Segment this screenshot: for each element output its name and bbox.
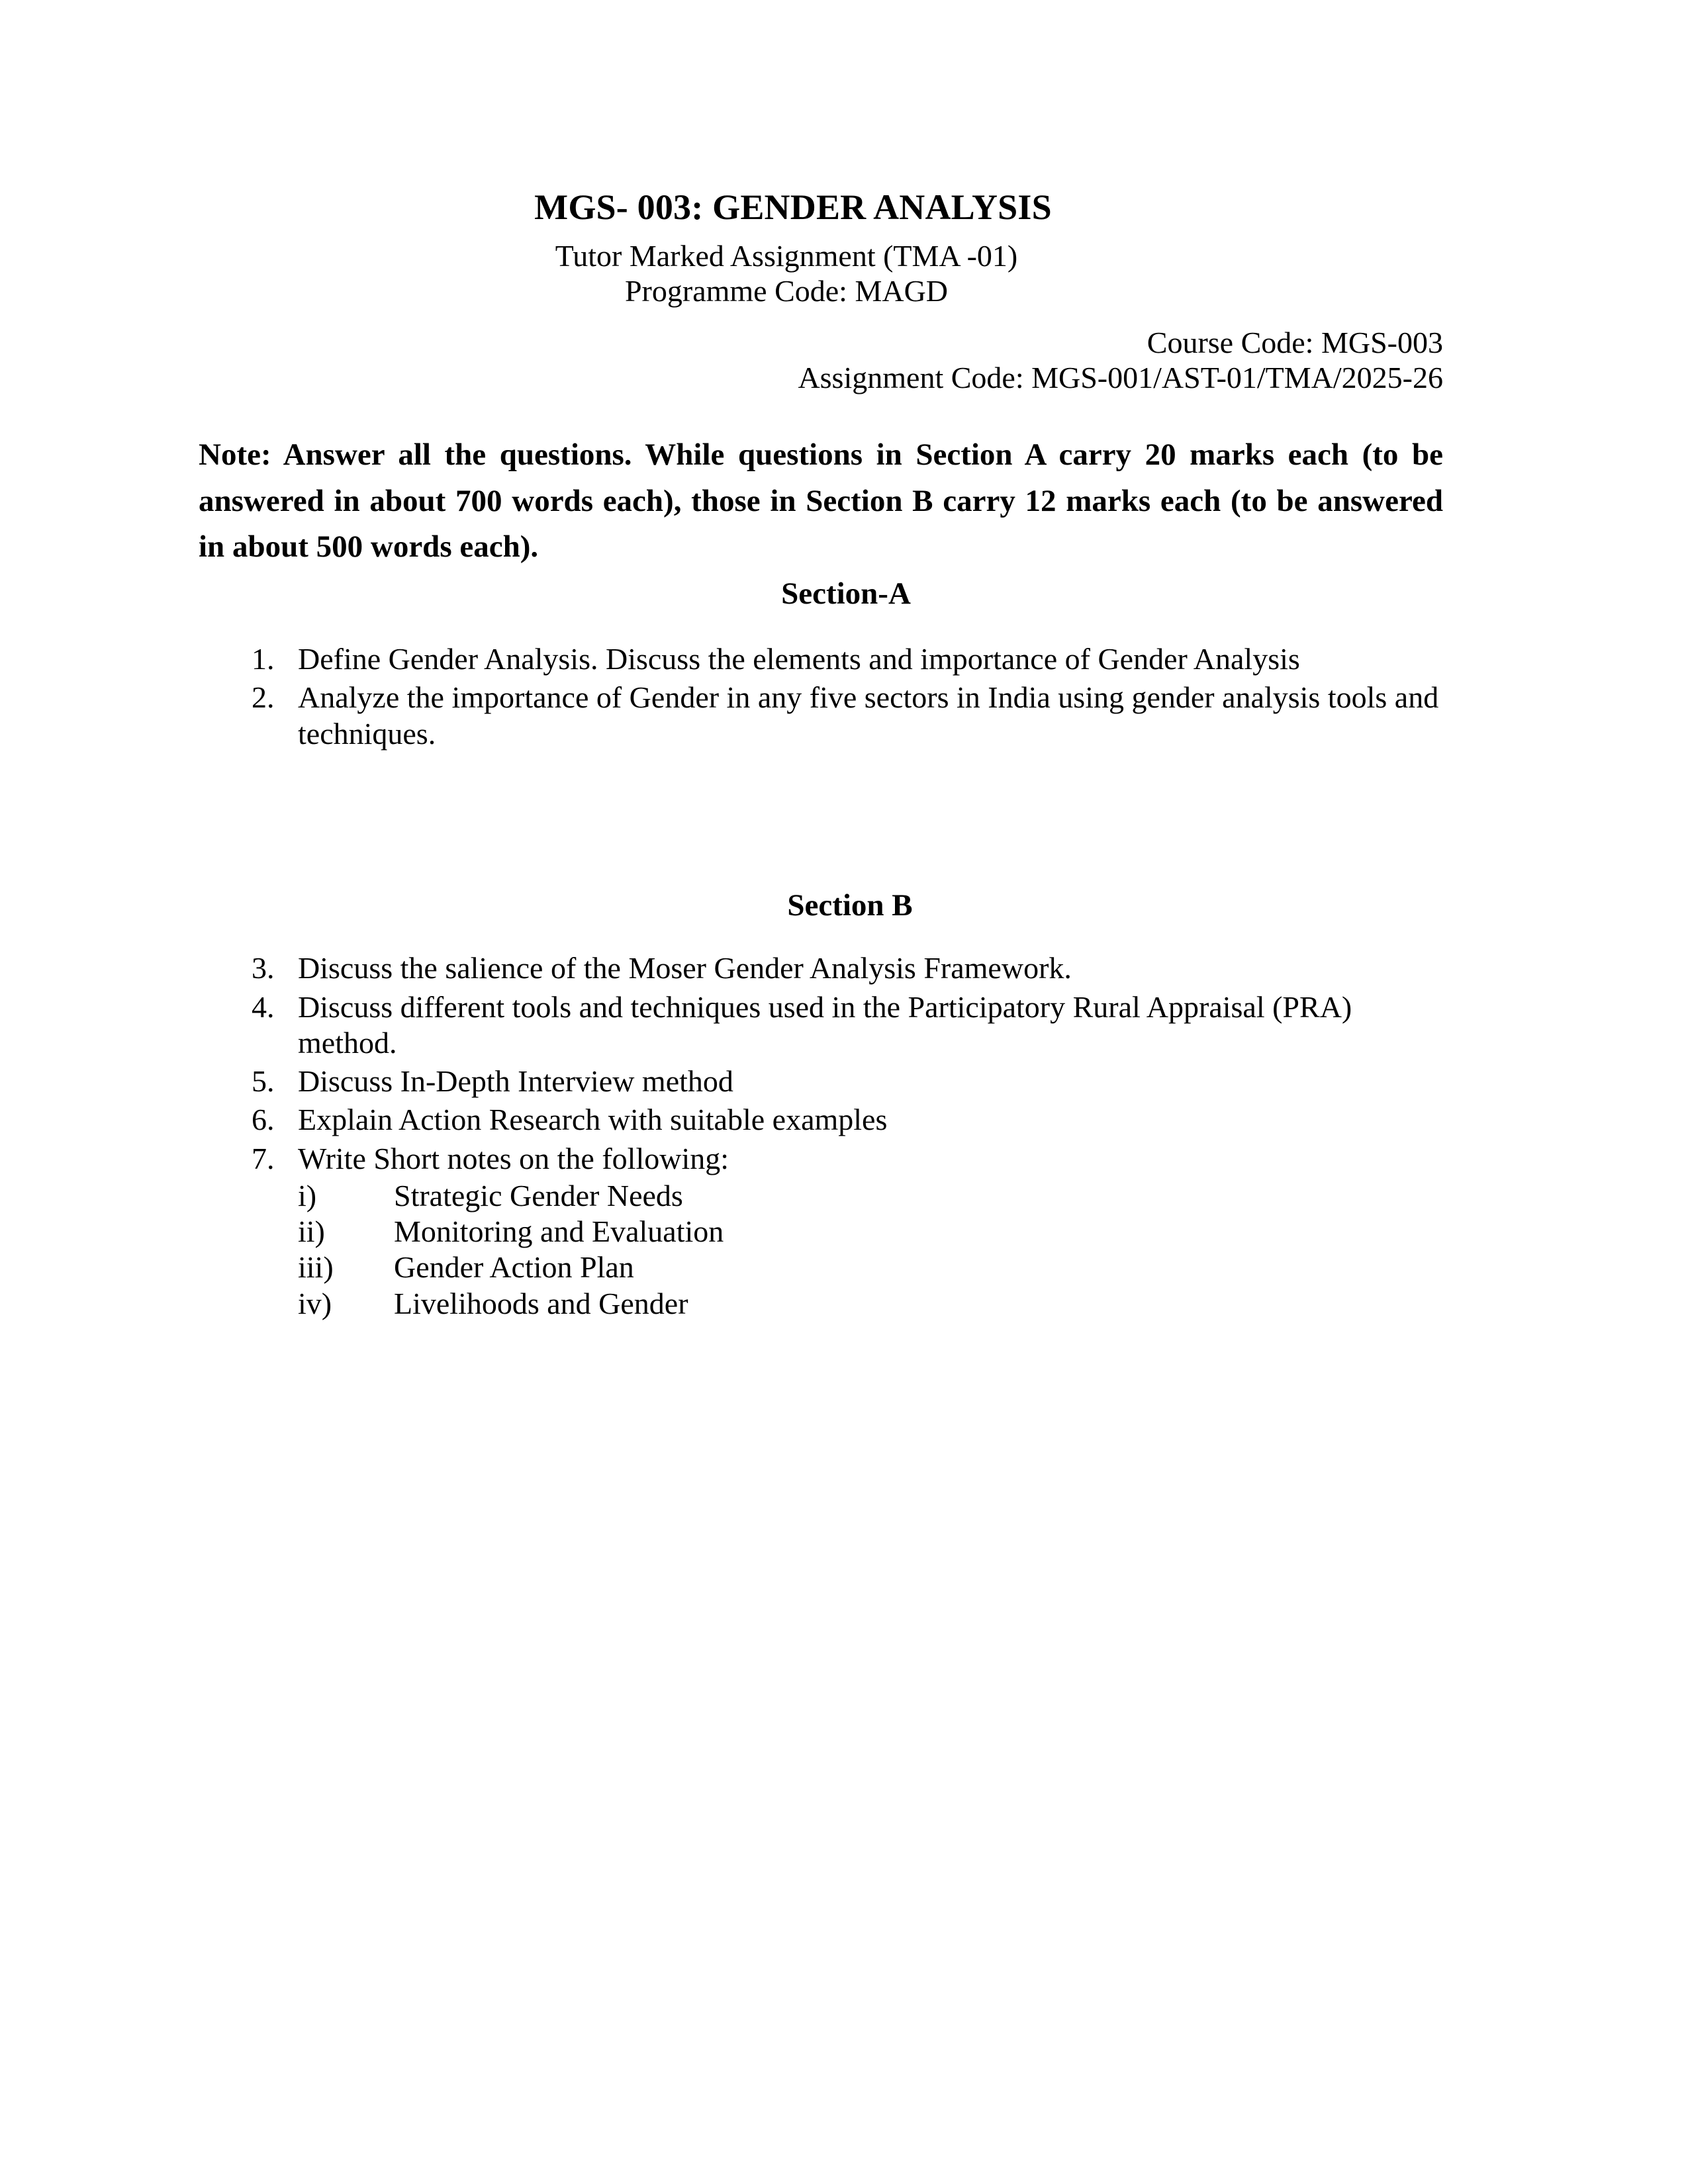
programme-code-line: Programme Code: MAGD: [624, 274, 949, 308]
question-text: Discuss In-Depth Interview method: [298, 1064, 733, 1099]
question-text: Discuss different tools and techniques used in the Participatory Rural Appraisal (PRA) method.: [298, 989, 1352, 1060]
section-a-heading: Section-A: [781, 576, 911, 611]
list-item: [199, 641, 1443, 677]
list-item: [298, 1286, 1443, 1322]
list-item: [199, 989, 1443, 1062]
subitem-number: i): [298, 1178, 317, 1212]
subitem-number: iv): [298, 1286, 332, 1320]
list-item: [199, 1102, 1443, 1138]
instructions-note: Note: Answer all the questions. While questions in Section A carry 20 marks each (to be answered in about 700 words each), those in Section B carry 12 marks each (to be answered in about 500 words each).: [199, 437, 1443, 564]
subitem-text: Livelihoods and Gender: [394, 1286, 688, 1320]
short-notes-sublist: [298, 1178, 1443, 1322]
list-item: [298, 1214, 1443, 1250]
question-number: 3.: [252, 951, 275, 985]
question-text: Define Gender Analysis. Discuss the elements and importance of Gender Analysis: [298, 642, 1300, 676]
question-number: 6.: [252, 1103, 275, 1137]
list-item: [298, 1250, 1443, 1285]
subitem-text: Strategic Gender Needs: [394, 1178, 683, 1212]
list-item: [298, 1178, 1443, 1214]
section-b-question-list: [199, 924, 1443, 1322]
question-text: Discuss the salience of the Moser Gender Analysis Framework.: [298, 951, 1072, 985]
subitem-number: iii): [298, 1250, 334, 1285]
assignment-code-line: Assignment Code: MGS-001/AST-01/TMA/2025-26: [798, 361, 1443, 395]
list-item: [199, 1064, 1443, 1099]
question-number: 2.: [252, 680, 275, 715]
section-a-question-list: [199, 612, 1443, 752]
question-number: 7.: [252, 1141, 275, 1175]
question-text: Explain Action Research with suitable examples: [298, 1103, 888, 1137]
list-item: [199, 1141, 1443, 1322]
question-number: 5.: [252, 1064, 275, 1099]
section-b-heading: Section B: [787, 887, 913, 923]
subitem-number: ii): [298, 1214, 325, 1249]
question-text: Write Short notes on the following:: [298, 1141, 729, 1175]
list-item: [199, 680, 1443, 752]
list-item: [199, 950, 1443, 986]
question-text: Analyze the importance of Gender in any five sectors in India using gender analysis tools and techniques.: [298, 680, 1439, 751]
subitem-text: Monitoring and Evaluation: [394, 1214, 724, 1249]
page-title: MGS- 003: GENDER ANALYSIS: [534, 187, 1052, 227]
course-code-line: Course Code: MGS-003: [1147, 325, 1443, 359]
question-number: 4.: [252, 989, 275, 1024]
document-content: [199, 0, 1443, 1324]
assignment-subtitle-line-1: Tutor Marked Assignment (TMA -01): [555, 239, 1018, 273]
subitem-text: Gender Action Plan: [394, 1250, 634, 1285]
question-number: 1.: [252, 642, 275, 676]
